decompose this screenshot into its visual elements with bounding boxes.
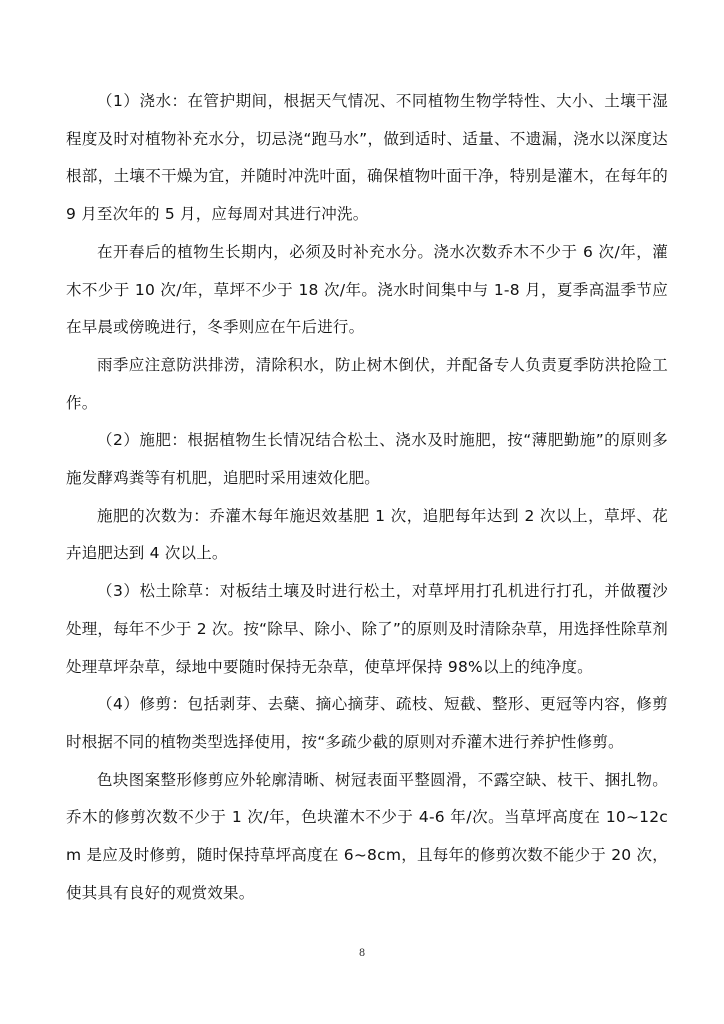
paragraph-pruning-details: 色块图案整形修剪应外轮廓清晰、树冠表面平整圆滑，不露空缺、枝干、捆扎物。乔木的修剪次数不少于 1 次/年，色块灌木不少于 4-6 年/次。当草坪高度在 10~12cm 是应及时修剪，随时保持草坪高度在 6~8cm，且每年的修剪次数不能少于 20 次，使其具有良好的观赏效果。 <box>66 770 668 902</box>
paragraph-watering: （1）浇水：在管护期间，根据天气情况、不同植物生物学特性、大小、土壤干湿程度及时对植物补充水分，切忌浇“跑马水”，做到适时、适量、不遗漏，浇水以深度达根部，土壤不干燥为宜，并随时冲洗叶面，确保植物叶面干净，特别是灌木，在每年的 9 月至次年的 5 月，应每周对其进行冲洗。 <box>66 92 668 224</box>
paragraph-watering-frequency: 在开春后的植物生长期内，必须及时补充水分。浇水次数乔木不少于 6 次/年，灌木不少于 10 次/年，草坪不少于 18 次/年。浇水时间集中与 1-8 月，夏季高温季节应在早晨或傍晚进行，冬季则应在午后进行。 <box>66 242 668 337</box>
paragraph-pruning: （4）修剪：包括剥芽、去蘖、摘心摘芽、疏枝、短截、整形、更冠等内容，修剪时根据不同的植物类型选择使用，按“多疏少截的原则对乔灌木进行养护性修剪。 <box>66 695 668 751</box>
page-number: 8 <box>358 948 366 959</box>
paragraph-rainy-season: 雨季应注意防洪排涝，清除积水，防止树木倒伏，并配备专人负责夏季防洪抢险工作。 <box>66 355 668 412</box>
paragraph-loosening-weeding: （3）松土除草：对板结土壤及时进行松土，对草坪用打孔机进行打孔，并做覆沙处理，每年不少于 2 次。按“除早、除小、除了”的原则及时清除杂草，用选择性除草剂处理草坪杂草，绿地中要随时保持无杂草，使草坪保持 98%以上的纯净度。 <box>66 582 668 676</box>
paragraph-fertilizing: （2）施肥：根据植物生长情况结合松土、浇水及时施肥，按“薄肥勤施”的原则多施发酵鸡粪等有机肥，追肥时采用速效化肥。 <box>66 431 668 488</box>
paragraph-fertilizing-frequency: 施肥的次数为：乔灌木每年施迟效基肥 1 次，追肥每年达到 2 次以上，草坪、花卉追肥达到 4 次以上。 <box>66 506 668 563</box>
document-body <box>66 83 668 912</box>
